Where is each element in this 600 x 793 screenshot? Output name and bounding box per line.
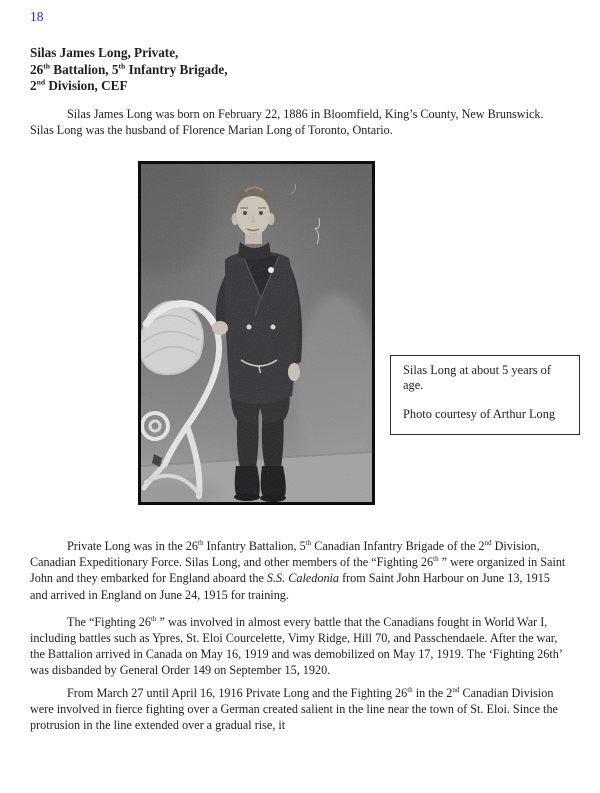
photo-caption-box — [390, 355, 580, 435]
heading-line-3: 2nd Division, CEF — [30, 77, 128, 93]
article-heading — [30, 45, 572, 95]
photo-and-caption-row — [30, 161, 572, 505]
heading-line-1: Silas James Long, Private, — [30, 45, 179, 60]
caption-line-1: Silas Long at about 5 years of age. — [403, 362, 551, 393]
caption-line-2: Photo courtesy of Arthur Long — [403, 406, 556, 421]
paragraph-st-eloi: From March 27 until April 16, 1916 Private Long and the Fighting 26th in the 2nd Canadian Division were involved in fierce fighting over a German created salient in the line near the town of St. Eloi. Since the protrusion in the line extended over a gradual rise, it — [30, 685, 558, 732]
paragraph-battalion: Private Long was in the 26th Infantry Battalion, 5th Canadian Infantry Brigade of the 2nd Division, Canadian Expeditionary Force. Silas Long, and other members of the “Fighting 26th ” were organized in Saint John and they embarked for England aboard the S.S. Caledonia from Saint John Harbour on June 13, 1915 and arrived in England on June 24, 1915 for training. — [30, 538, 566, 602]
heading-line-2: 26th Battalion, 5th Infantry Brigade, — [30, 61, 228, 77]
paragraph-biography: Silas James Long was born on February 22, 1886 in Bloomfield, King’s County, New Brunswick. Silas Long was the husband of Florence Marian Long of Toronto, Ontario. — [30, 106, 544, 137]
page-number: 18 — [30, 9, 44, 24]
boy-portrait-illustration — [141, 164, 372, 502]
paragraph-battles: The “Fighting 26th ” was involved in almost every battle that the Canadians fought in World War I, including battles such as Ypres, St. Eloi Courcelette, Vimy Ridge, Hill 70, and Passchendaele. After the war, the Battalion arrived in Canada on May 16, 1919 and was demobilized on May 17, 1919. The ‘Fighting 26th’ was disbanded by General Order 149 on September 15, 1920. — [30, 614, 562, 678]
portrait-photo — [138, 161, 375, 505]
